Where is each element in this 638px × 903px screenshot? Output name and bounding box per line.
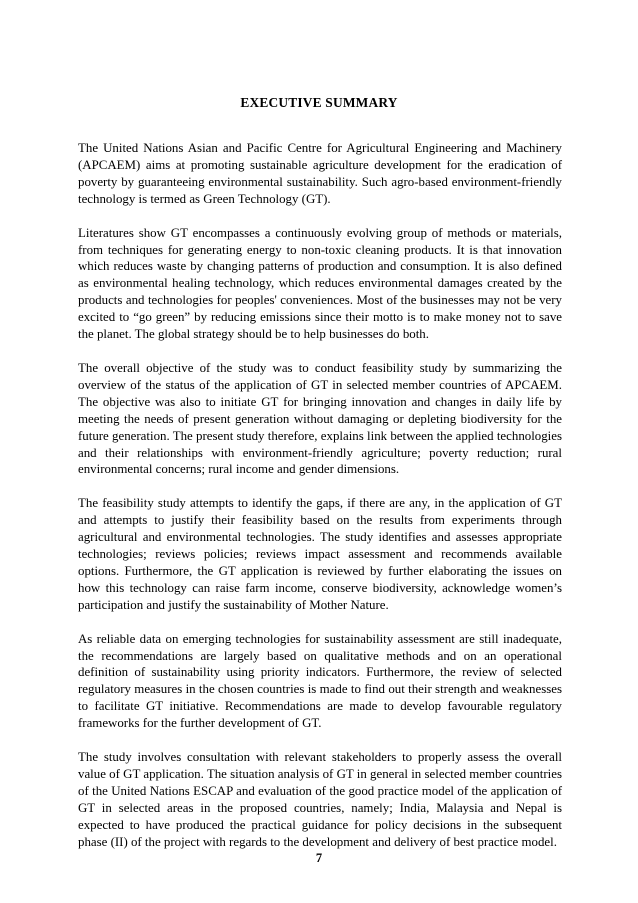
paragraph-data-reliability: As reliable data on emerging technologies for sustainability assessment are still inadequate, the recommendations are largely based on qualitative methods and on an operational definition of sustainability using priority indicators. Furthermore, the review of selected regulatory measures in the chosen countries is made to find out their strength and weaknesses to facilitate GT initiative. Recommendations are made to develop favourable regulatory frameworks for the further development of GT.	[78, 631, 562, 731]
paragraph-feasibility: The feasibility study attempts to identify the gaps, if there are any, in the application of GT and attempts to justify their feasibility based on the results from experiments through agricultural and environmental technologies. The study identifies and assesses appropriate technologies; reviews policies; reviews impact assessment and recommends available options. Furthermore, the GT application is reviewed by further elaborating the issues on how this technology can raise farm income, conserve biodiversity, acknowledge women’s participation and justify the sustainability of Mother Nature.	[78, 496, 562, 612]
paragraph-objective: The overall objective of the study was to conduct feasibility study by summarizing the overview of the status of the application of GT in selected member countries of APCAEM. The objective was also to initiate GT for bringing innovation and changes in daily life by meeting the needs of present generation without damaging or depleting biodiversity for the future generation. The present study therefore, explains link between the applied technologies and their relationships with environment-friendly agriculture; poverty reduction; rural environmental concerns; rural income and gender dimensions.	[78, 360, 562, 477]
page-title: EXECUTIVE SUMMARY	[240, 95, 398, 110]
page-number: 7	[315, 851, 323, 865]
body-text	[78, 140, 562, 868]
paragraph-intro: The United Nations Asian and Pacific Centre for Agricultural Engineering and Machinery (APCAEM) aims at promoting sustainable agriculture development for the eradication of poverty by guaranteeing environmental sustainability. Such agro-based environment-friendly technology is termed as Green Technology (GT).	[78, 141, 562, 206]
paragraph-consultation: The study involves consultation with relevant stakeholders to properly assess the overall value of GT application. The situation analysis of GT in general in selected member countries of the United Nations ESCAP and evaluation of the good practice model of the application of GT in selected areas in the proposed countries, namely; India, Malaysia and Nepal is expected to have produced the practical guidance for policy decisions in the subsequent phase (II) of the project with regards to the development and delivery of best practice model.	[78, 750, 562, 849]
paragraph-literature: Literatures show GT encompasses a continuously evolving group of methods or materials, from techniques for generating energy to non-toxic cleaning products. It is that innovation which reduces waste by changing patterns of production and consumption. It is also defined as environmental healing technology, which reduces environmental damages created by the products and technologies for peoples' conveniences. Most of the businesses may not be very excited to “go green” by reducing emissions since their motto is to make money not to save the planet. The global strategy should be to help businesses do both.	[78, 225, 562, 342]
